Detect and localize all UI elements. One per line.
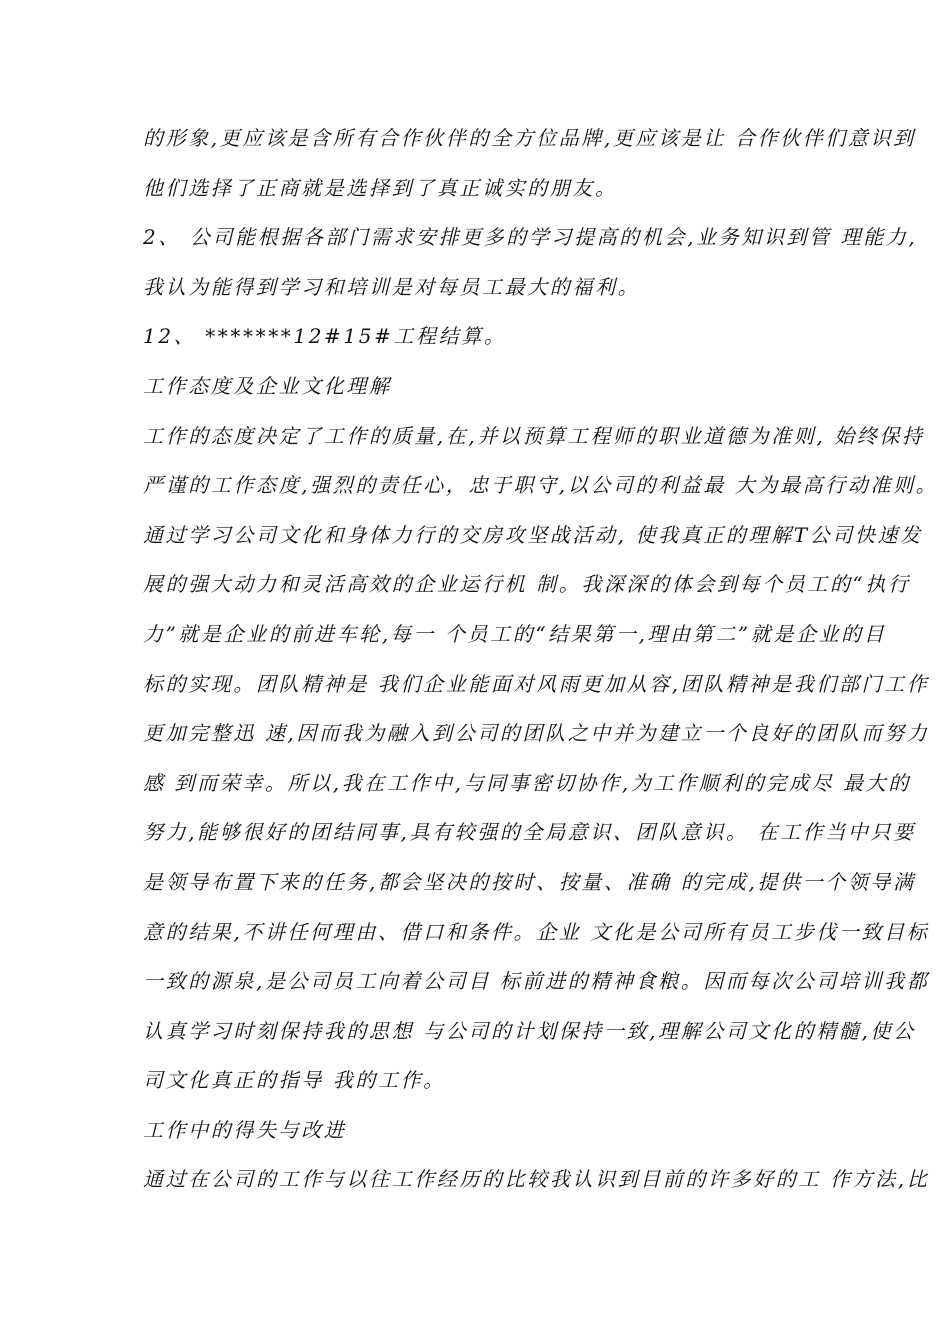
paragraph-line: 感 到而荣幸。所以,我在工作中,与同事密切协作,为工作顺利的完成尽 最大的 [143,770,911,795]
document-page [143,124,939,1215]
paragraph-line: 标的实现。团队精神是 我们企业能面对风雨更加从容,团队精神是我们部门工作 [143,671,930,696]
paragraph-line: 一致的源泉,是公司员工向着公司目 标前进的精神食粮。因而每次公司培训我都 [143,969,930,994]
paragraph-line: 通过学习公司文化和身体力行的交房攻坚战活动, 使我真正的理解T公司快速发 [143,522,923,547]
paragraph-line: 展的强大动力和灵活高效的企业运行机 制。我深深的体会到每个员工的“执行 [143,572,911,597]
paragraph-line: 是领导布置下来的任务,都会坚决的按时、按量、准确 的完成,提供一个领导满 [143,869,916,894]
paragraph-line: 认真学习时刻保持我的思想 与公司的计划保持一致,理解公司文化的精髓,使公 [143,1018,916,1043]
list-item-line: 2、 公司能根据各部门需求安排更多的学习提高的机会,业务知识到管 理能力, [143,225,918,250]
paragraph-line: 的形象,更应该是含所有合作伙伴的全方位品牌,更应该是让 合作伙伴们意识到 [143,126,916,150]
paragraph-line: 力”就是企业的前进车轮,每一 个员工的“结果第一,理由第二”就是企业的目 [143,621,887,646]
paragraph-line: 工作的态度决定了工作的质量,在,并以预算工程师的职业道德为准则, 始终保持 [143,423,925,448]
paragraph-line: 意的结果,不讲任何理由、借口和条件。企业 文化是公司所有员工步伐一致目标 [143,919,930,944]
list-item-line: 12、 *******12#15#工程结算。 [143,324,507,349]
paragraph-line: 努力,能够很好的团结同事,具有较强的全局意识、团队意识。 在工作当中只要 [143,820,916,845]
section-heading: 工作中的得失与改进 [143,1117,347,1142]
paragraph-line: 严谨的工作态度,强烈的责任心，忠于职守,以公司的利益最 大为最高行动准则。 [143,473,939,498]
paragraph-line: 通过在公司的工作与以往工作经历的比较我认识到目前的许多好的工 作方法,比 [143,1167,930,1192]
list-item-line: 我认为能得到学习和培训是对每员工最大的福利。 [143,274,641,299]
paragraph-line: 更加完整迅 速,因而我为融入到公司的团队之中并为建立一个良好的团队而努力 [143,721,930,746]
paragraph-line: 司文化真正的指导 我的工作。 [143,1068,446,1093]
section-heading: 工作态度及企业文化理解 [143,373,392,398]
paragraph-line: 他们选择了正商就是选择到了真正诚实的朋友。 [143,175,618,200]
